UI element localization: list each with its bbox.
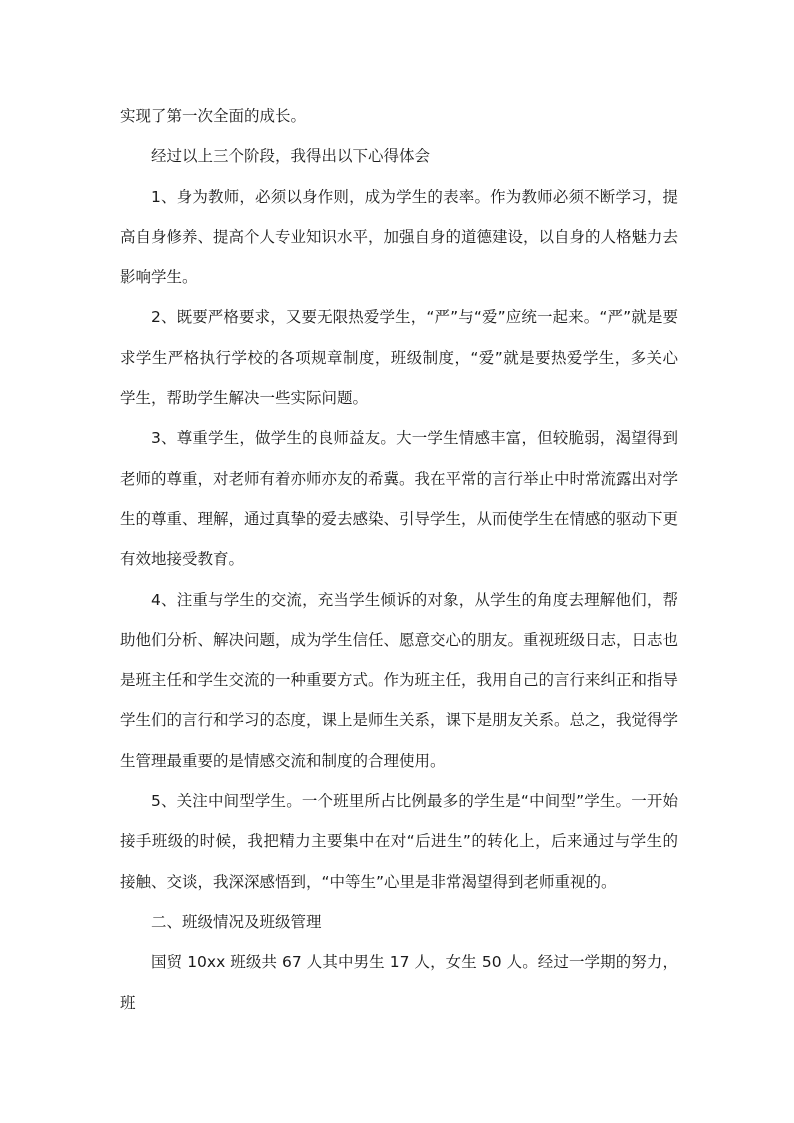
paragraph-point-1: 1、身为教师，必须以身作则，成为学生的表率。作为教师必须不断学习，提高自身修养、提高个人专业知识水平，加强自身的道德建设，以自身的人格魅力去影响学生。 xyxy=(120,187,679,287)
document-page xyxy=(120,96,678,1023)
section-heading-class-management: 二、班级情况及班级管理 xyxy=(151,912,322,931)
paragraph-point-2: 2、既要严格要求，又要无限热爱学生，“严”与“爱”应统一起来。“严”就是要求学生严格执行学校的各项规章制度，班级制度，“爱”就是要热爱学生，多关心学生，帮助学生解决一些实际问题。 xyxy=(120,308,678,408)
paragraph-point-4: 4、注重与学生的交流，充当学生倾诉的对象，从学生的角度去理解他们，帮助他们分析、解决问题，成为学生信任、愿意交心的朋友。重视班级日志，日志也是班主任和学生交流的一种重要方式。作为班主任，我用自己的言行来纠正和指导学生们的言行和学习的态度，课上是师生关系，课下是朋友关系。总之，我觉得学生管理最重要的是情感交流和制度的合理使用。 xyxy=(120,590,679,770)
paragraph-summary-intro: 经过以上三个阶段，我得出以下心得体会 xyxy=(151,147,431,166)
paragraph-growth-conclusion: 实现了第一次全面的成长。 xyxy=(120,107,307,125)
paragraph-class-overview: 国贸 10xx 班级共 67 人其中男生 17 人，女生 50 人。经过一学期的努力，班 xyxy=(120,953,678,1012)
paragraph-point-5: 5、关注中间型学生。一个班里所占比例最多的学生是“中间型”学生。一开始接手班级的时候，我把精力主要集中在对“后进生”的转化上，后来通过与学生的接触、交谈，我深深感悟到，“中等生”心里是非常渴望得到老师重视的。 xyxy=(120,792,678,891)
paragraph-point-3: 3、尊重学生，做学生的良师益友。大一学生情感丰富，但较脆弱，渴望得到老师的尊重，对老师有着亦师亦友的希冀。我在平常的言行举止中时常流露出对学生的尊重、理解，通过真挚的爱去感染、引导学生，从而使学生在情感的驱动下更有效地接受教育。 xyxy=(120,429,679,569)
